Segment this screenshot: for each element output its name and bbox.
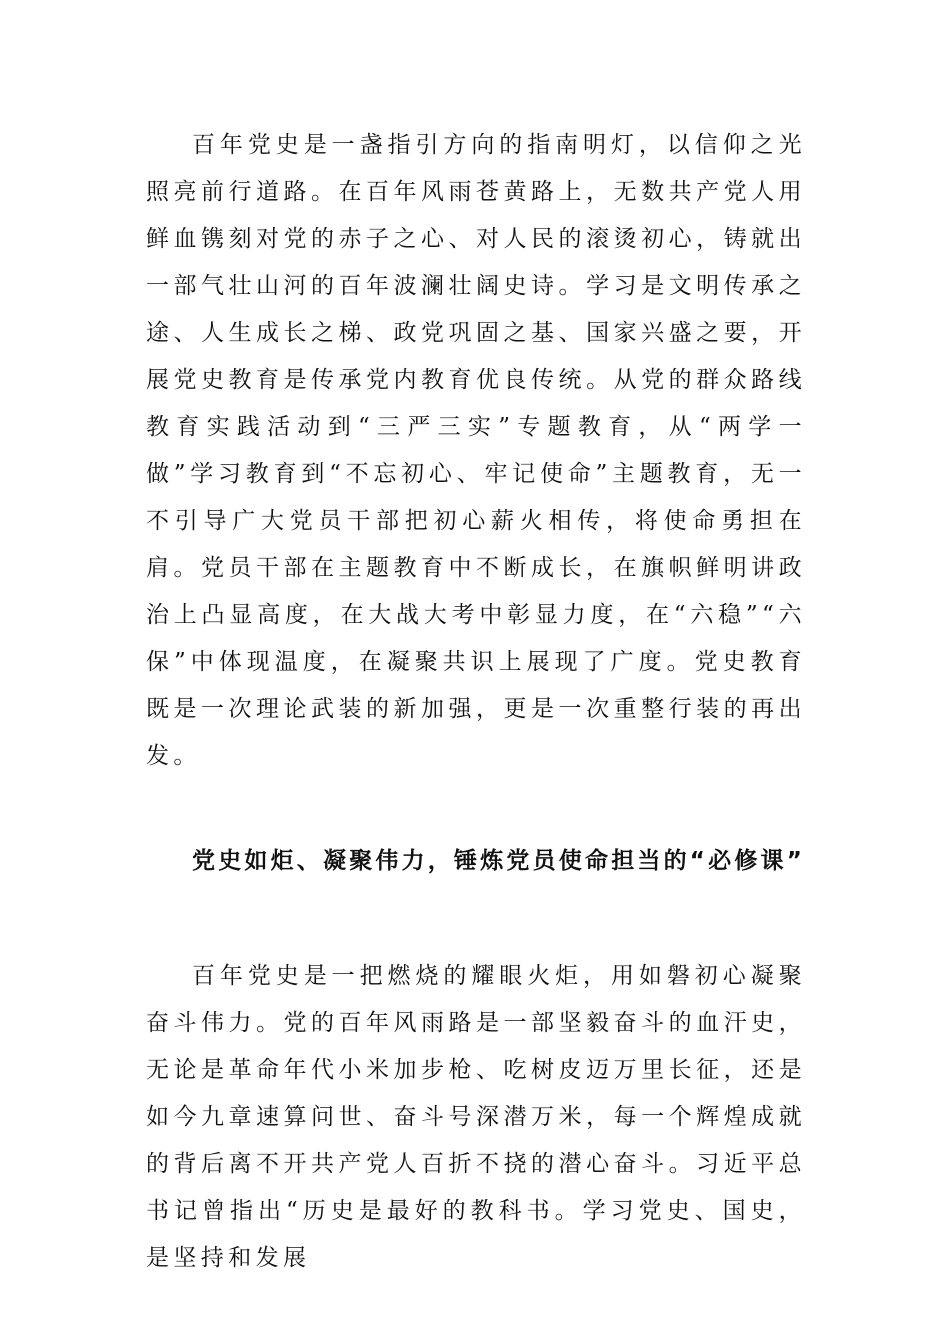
body-paragraph-1: 百年党史是一盏指引方向的指南明灯，以信仰之光照亮前行道路。在百年风雨苍黄路上，无数共产党人用鲜血镌刻对党的赤子之心、对人民的滚烫初心，铸就出一部气壮山河的百年波澜壮阔史诗。学习是文明传承之途、人生成长之梯、政党巩固之基、国家兴盛之要，开展党史教育是传承党内教育优良传统。从党的群众路线教育实践活动到“三严三实”专题教育，从“两学一做”学习教育到“不忘初心、牢记使命”主题教育，无一不引导广大党员干部把初心薪火相传，将使命勇担在肩。党员干部在主题教育中不断成长，在旗帜鲜明讲政治上凸显高度，在大战大考中彰显力度，在“六稳”“六保”中体现温度，在凝聚共识上展现了广度。党史教育既是一次理论武装的新加强，更是一次重整行装的再出发。 [146, 132, 806, 769]
body-paragraph-2: 百年党史是一把燃烧的耀眼火炬，用如磐初心凝聚奋斗伟力。党的百年风雨路是一部坚毅奋斗的血汗史，无论是革命年代小米加步枪、吃树皮迈万里长征，还是如今九章速算问世、奋斗号深潜万米，每一个辉煌成就的背后离不开共产党人百折不挠的潜心奋斗。习近平总书记曾指出“历史是最好的教科书。学习党史、国史，是坚持和发展 [146, 963, 806, 1271]
document-page [146, 122, 806, 1282]
section-heading: 党史如炬、凝聚伟力，锤炼党员使命担当的“必修课” [192, 848, 806, 874]
